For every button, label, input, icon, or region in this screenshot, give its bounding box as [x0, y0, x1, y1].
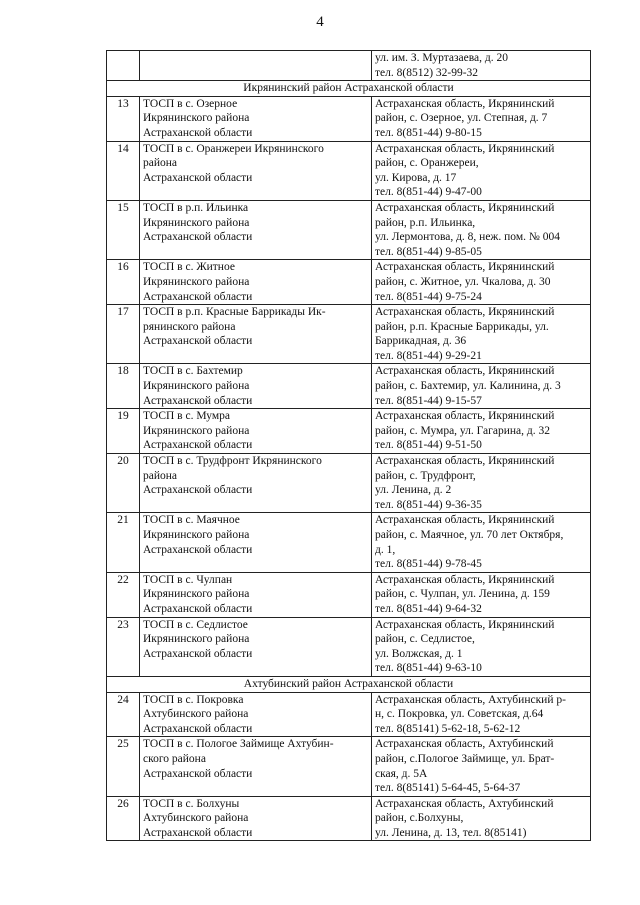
address-line: район, с.Болхуны, — [375, 812, 464, 825]
table-body — [107, 51, 591, 841]
tosp-address — [372, 141, 591, 200]
name-line: ТОСП в с. Мумра — [143, 410, 230, 423]
tosp-name — [140, 260, 372, 305]
name-line: Икрянинского района — [143, 216, 250, 229]
tosp-name — [140, 409, 372, 454]
tosp-table — [106, 50, 591, 841]
name-line: района — [143, 469, 178, 482]
address-line: тел. 8(851-44) 9-29-21 — [375, 349, 482, 362]
row-number: 26 — [107, 796, 140, 841]
name-line: Ахтубинского района — [143, 708, 249, 721]
address-line: тел. 8(85141) 5-62-18, 5-62-12 — [375, 722, 521, 735]
name-line: Икрянинского района — [143, 380, 250, 393]
tosp-address — [372, 796, 591, 841]
tosp-address — [372, 737, 591, 796]
name-line: Икрянинского района — [143, 424, 250, 437]
address-line: район, с. Седлистое, — [375, 633, 475, 646]
tosp-address — [372, 305, 591, 364]
table-row — [107, 51, 591, 81]
name-line: ТОСП в с. Бахтемир — [143, 365, 243, 378]
name-line: ТОСП в с. Озерное — [143, 97, 238, 110]
tosp-address — [372, 692, 591, 737]
tosp-name — [140, 200, 372, 259]
name-line: Астраханской области — [143, 602, 253, 615]
name-line: Икрянинского района — [143, 529, 250, 541]
address-line: тел. 8(851-44) 9-85-05 — [375, 245, 482, 258]
address-line: Астраханская область, Икрянинский — [375, 365, 555, 378]
address-line: ул. Кирова, д. 17 — [375, 171, 457, 184]
section-header-row — [107, 81, 591, 97]
address-line: тел. 8(851-44) 9-47-00 — [375, 186, 482, 199]
name-line: ТОСП в с. Житное — [143, 261, 235, 274]
table-row — [107, 513, 591, 572]
table-row — [107, 454, 591, 513]
name-line: ТОСП в р.п. Ильинка — [143, 201, 249, 214]
name-line: ТОСП в с. Седлистое — [143, 618, 248, 631]
row-number: 20 — [107, 454, 140, 513]
table-row — [107, 737, 591, 796]
row-number: 14 — [107, 141, 140, 200]
name-line: Астраханской области — [143, 767, 253, 780]
name-line: Астраханской области — [143, 394, 253, 407]
address-line: тел. 8(851-44) 9-78-45 — [375, 558, 482, 571]
tosp-name — [140, 513, 372, 572]
name-line: Астраханской области — [143, 126, 253, 139]
name-line: района — [143, 157, 178, 170]
address-line: н, с. Покровка, ул. Советская, д.64 — [375, 708, 544, 721]
name-line: ского района — [143, 752, 206, 765]
address-line: район, с. Бахтемир, ул. Калинина, д. 3 — [375, 380, 561, 393]
row-number: 23 — [107, 617, 140, 676]
tosp-name — [140, 364, 372, 409]
row-number: 21 — [107, 513, 140, 572]
tosp-name — [140, 454, 372, 513]
address-line: Астраханская область, Икрянинский — [375, 306, 555, 319]
tosp-name — [140, 737, 372, 796]
name-line: ТОСП в с. Пологое Займище Ахтубин- — [143, 738, 334, 751]
address-line: район, с. Маячное, ул. 70 лет Октября, — [375, 529, 564, 541]
tosp-name — [140, 51, 372, 81]
name-line: Икрянинского района — [143, 633, 250, 646]
row-number: 16 — [107, 260, 140, 305]
name-line: Ахтубинского района — [143, 812, 249, 825]
row-number: 15 — [107, 200, 140, 259]
address-line: тел. 8(851-44) 9-36-35 — [375, 498, 482, 511]
name-line: ТОСП в с. Болхуны — [143, 797, 240, 810]
name-line: Астраханской области — [143, 335, 253, 348]
table-row — [107, 141, 591, 200]
address-line: район, с. Озерное, ул. Степная, д. 7 — [375, 112, 548, 125]
tosp-address — [372, 96, 591, 141]
row-number: 25 — [107, 737, 140, 796]
table-row — [107, 200, 591, 259]
tosp-address — [372, 513, 591, 572]
address-line: тел. 8(8512) 32-99-32 — [375, 66, 479, 79]
address-line: Астраханская область, Ахтубинский — [375, 797, 554, 810]
address-line: Астраханская область, Икрянинский — [375, 261, 555, 274]
tosp-name — [140, 141, 372, 200]
row-number: 17 — [107, 305, 140, 364]
tosp-address — [372, 364, 591, 409]
row-number: 19 — [107, 409, 140, 454]
table-row — [107, 305, 591, 364]
address-line: район, р.п. Ильинка, — [375, 216, 476, 229]
address-line: район, с.Пологое Займище, ул. Брат- — [375, 752, 555, 765]
address-line: район, с. Мумра, ул. Гагарина, д. 32 — [375, 424, 550, 437]
tosp-name — [140, 96, 372, 141]
page-number: 4 — [316, 14, 324, 30]
address-line: район, с. Оранжереи, — [375, 157, 479, 170]
tosp-address — [372, 409, 591, 454]
address-line: тел. 8(85141) 5-64-45, 5-64-37 — [375, 782, 521, 795]
address-line: район, с. Чулпан, ул. Ленина, д. 159 — [375, 588, 550, 601]
tosp-name — [140, 692, 372, 737]
tosp-name — [140, 796, 372, 841]
name-line: Икрянинского района — [143, 112, 250, 125]
name-line: Астраханской области — [143, 231, 253, 244]
address-line: Астраханская область, Ахтубинский р- — [375, 693, 566, 706]
name-line: Астраханской области — [143, 439, 253, 452]
address-line: Астраханская область, Икрянинский — [375, 573, 555, 586]
tosp-address — [372, 200, 591, 259]
name-line: Астраханской области — [143, 722, 253, 735]
address-line: Астраханская область, Икрянинский — [375, 201, 555, 214]
address-line: Астраханская область, Ахтубинский — [375, 738, 554, 751]
table-row — [107, 572, 591, 617]
address-line: ская, д. 5А — [375, 767, 428, 780]
address-line: район, с. Житное, ул. Чкалова, д. 30 — [375, 275, 551, 288]
table-row — [107, 796, 591, 841]
address-line: Баррикадная, д. 36 — [375, 335, 467, 348]
table-row — [107, 409, 591, 454]
address-line: район, р.п. Красные Баррикады, ул. — [375, 320, 549, 333]
tosp-address — [372, 572, 591, 617]
section-header-row — [107, 676, 591, 692]
name-line: ТОСП в с. Чулпан — [143, 573, 233, 586]
address-line: Астраханская область, Икрянинский — [375, 97, 555, 110]
name-line: Икрянинского района — [143, 588, 250, 601]
name-line: Астраханской области — [143, 171, 253, 184]
tosp-name — [140, 305, 372, 364]
tosp-address — [372, 260, 591, 305]
tosp-address — [372, 617, 591, 676]
name-line: Астраханской области — [143, 826, 253, 839]
table-row — [107, 692, 591, 737]
section-title: Икрянинский район Астраханской области — [107, 81, 591, 97]
table-row — [107, 96, 591, 141]
table-row — [107, 617, 591, 676]
row-number: 18 — [107, 364, 140, 409]
address-line: Астраханская область, Икрянинский — [375, 618, 555, 631]
address-line: тел. 8(851-44) 9-80-15 — [375, 126, 482, 139]
name-line: рянинского района — [143, 320, 236, 333]
table-row — [107, 364, 591, 409]
name-line: Икрянинского района — [143, 275, 250, 288]
name-line: Астраханской области — [143, 290, 253, 303]
name-line: Астраханской области — [143, 543, 253, 556]
address-line: тел. 8(851-44) 9-15-57 — [375, 394, 482, 407]
address-line: ул. Ленина, д. 13, тел. 8(85141) — [375, 826, 527, 839]
name-line: ТОСП в р.п. Красные Баррикады Ик- — [143, 306, 326, 319]
section-title: Ахтубинский район Астраханской области — [107, 676, 591, 692]
row-number: 22 — [107, 572, 140, 617]
tosp-address — [372, 454, 591, 513]
tosp-name — [140, 617, 372, 676]
name-line: ТОСП в с. Покровка — [143, 693, 244, 706]
address-line: ул. Ленина, д. 2 — [375, 484, 452, 497]
address-line: Астраханская область, Икрянинский — [375, 410, 555, 423]
address-line: д. 1, — [375, 543, 396, 556]
name-line: ТОСП в с. Маячное — [143, 514, 240, 527]
address-line: тел. 8(851-44) 9-75-24 — [375, 290, 482, 303]
tosp-name — [140, 572, 372, 617]
address-line: тел. 8(851-44) 9-63-10 — [375, 662, 482, 675]
address-line: ул. Волжская, д. 1 — [375, 647, 463, 660]
address-line: тел. 8(851-44) 9-51-50 — [375, 439, 482, 452]
name-line: Астраханской области — [143, 484, 253, 497]
address-line: район, с. Трудфронт, — [375, 469, 476, 482]
address-line: Астраханская область, Икрянинский — [375, 455, 555, 468]
address-line: ул. Лермонтова, д. 8, неж. пом. № 004 — [375, 231, 560, 244]
address-line: Астраханская область, Икрянинский — [375, 142, 555, 155]
tosp-address — [372, 51, 591, 81]
name-line: ТОСП в с. Трудфронт Икрянинского — [143, 455, 322, 468]
name-line: Астраханской области — [143, 647, 253, 660]
row-number — [107, 51, 140, 81]
address-line: Астраханская область, Икрянинский — [375, 514, 555, 527]
address-line: ул. им. З. Муртазаева, д. 20 — [375, 52, 508, 64]
name-line: ТОСП в с. Оранжереи Икрянинского — [143, 142, 324, 155]
table-row — [107, 260, 591, 305]
address-line: тел. 8(851-44) 9-64-32 — [375, 602, 482, 615]
row-number: 13 — [107, 96, 140, 141]
row-number: 24 — [107, 692, 140, 737]
